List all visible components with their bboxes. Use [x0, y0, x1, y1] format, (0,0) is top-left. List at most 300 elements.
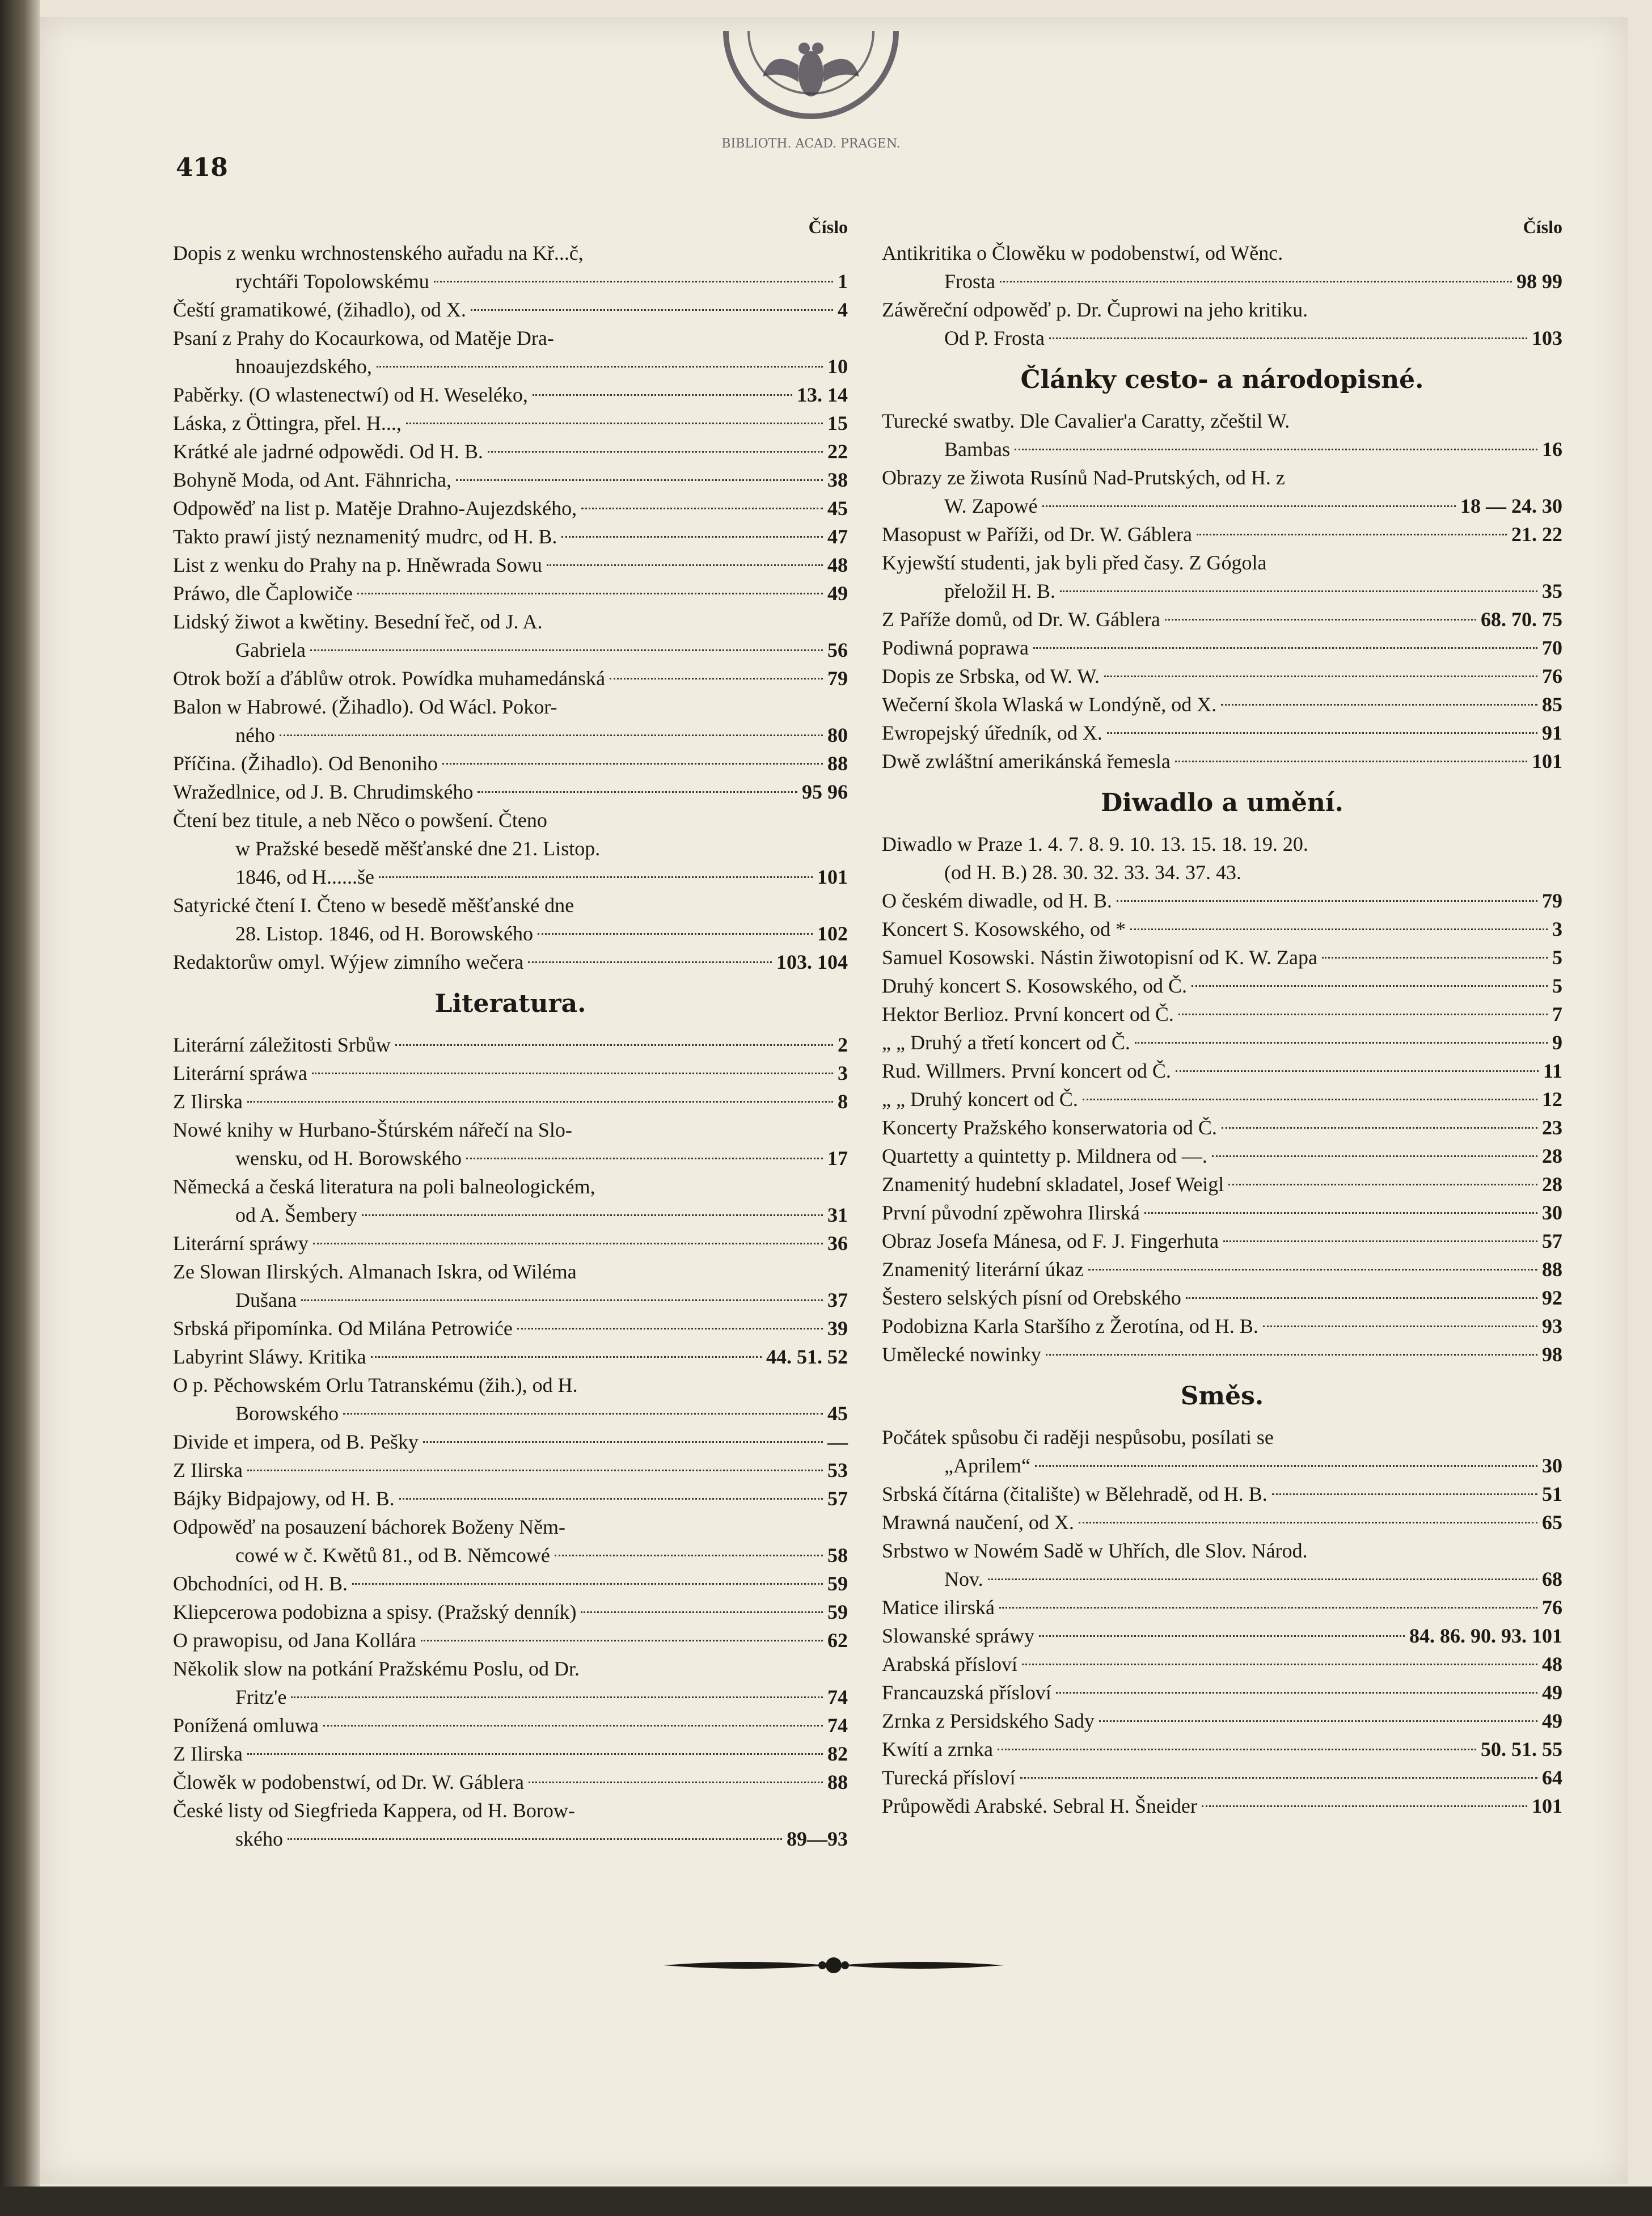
toc-entry-text: Láska, z Öttingra, přel. H...,	[173, 412, 402, 434]
issue-number: 70	[1542, 636, 1562, 659]
dot-leader	[1046, 1354, 1537, 1356]
toc-entry-text: Frosta	[944, 270, 995, 293]
dot-leader	[313, 1243, 823, 1244]
dot-leader	[1178, 1014, 1548, 1015]
dot-leader	[1223, 1240, 1537, 1242]
toc-entry-text: Kwítí a zrnka	[882, 1738, 993, 1761]
toc-entry-text: List z wenku do Prahy na p. Hněwrada Sowu	[173, 554, 542, 576]
issue-number: 88	[827, 1771, 848, 1793]
toc-entry-text: Bohyně Moda, od Ant. Fähnricha,	[173, 468, 451, 491]
toc-entry	[173, 239, 848, 296]
issue-number: 57	[1542, 1230, 1562, 1252]
toc-entry-text: Zrnka z Persidského Sady	[882, 1710, 1095, 1732]
toc-entry	[882, 1763, 1562, 1792]
toc-entry-text: Průpowědi Arabské. Sebral H. Šneider	[882, 1795, 1197, 1817]
toc-entry	[173, 1456, 848, 1484]
ornament-divider	[658, 1948, 1009, 1982]
toc-entry-text: Psaní z Prahy do Kocaurkowa, od Matěje Dra-	[173, 327, 554, 349]
issue-number: 103. 104	[776, 951, 848, 973]
toc-entry	[173, 948, 848, 976]
toc-entry-text: Bambas	[944, 438, 1010, 461]
toc-entry	[882, 972, 1562, 1000]
toc-entry	[882, 1480, 1562, 1508]
dot-leader	[371, 1356, 762, 1358]
toc-entry	[173, 891, 848, 948]
toc-entry	[173, 522, 848, 551]
toc-entry-text: od A. Šembery	[235, 1204, 357, 1226]
column-number-header: Číslo	[1523, 217, 1562, 237]
toc-entry-text: První původní zpěwohra Ilirská	[882, 1201, 1140, 1224]
toc-entry	[173, 1059, 848, 1087]
issue-number: 7	[1552, 1003, 1562, 1025]
issue-number: 17	[827, 1147, 848, 1170]
toc-entry-text: Kliepcerowa podobizna a spisy. (Pražský denník)	[173, 1601, 577, 1623]
dot-leader	[1130, 928, 1548, 930]
issue-number: 28	[1542, 1145, 1562, 1167]
issue-number: 53	[827, 1459, 848, 1481]
toc-entry-text: Člowěk w podobenstwí, od Dr. W. Gáblera	[173, 1771, 524, 1793]
dot-leader	[357, 593, 823, 594]
toc-entry	[882, 1113, 1562, 1142]
toc-entry-text: Borowského	[235, 1402, 339, 1425]
toc-entry	[882, 1792, 1562, 1820]
section-heading: Články cesto- a národopisné.	[1020, 365, 1424, 394]
dot-leader	[442, 763, 823, 765]
toc-entry-text: Podiwná poprawa	[882, 636, 1029, 659]
toc-entry-text: Ponížená omluwa	[173, 1714, 319, 1737]
dot-leader	[1228, 1184, 1537, 1185]
issue-number: 79	[827, 667, 848, 690]
issue-number: 62	[827, 1629, 848, 1652]
toc-entry-text: (od H. B.) 28. 30. 32. 33. 34. 37. 43.	[944, 861, 1241, 884]
toc-entry-text: Kyjewští studenti, jak byli před časy. Z Gógola	[882, 551, 1267, 574]
dot-leader	[1000, 281, 1512, 282]
dot-leader	[1104, 676, 1537, 677]
toc-entry	[882, 1227, 1562, 1255]
toc-entry-text: Antikritika o Člowěku w podobenstwí, od Wěnc.	[882, 242, 1283, 264]
dot-leader	[323, 1725, 823, 1727]
issue-number: 89—93	[787, 1827, 848, 1850]
issue-number: 22	[827, 440, 848, 463]
toc-entry-text: Z Ilirska	[173, 1742, 243, 1765]
toc-entry-text: Ze Slowan Ilirských. Almanach Iskra, od Wiléma	[173, 1260, 577, 1283]
issue-number: 39	[827, 1317, 848, 1340]
toc-entry-text: „ „ Druhý koncert od Č.	[882, 1088, 1078, 1111]
toc-entry	[173, 1598, 848, 1626]
toc-entry-text: Labyrint Sláwy. Kritika	[173, 1345, 366, 1368]
dot-leader	[301, 1299, 823, 1301]
issue-number: 80	[827, 724, 848, 746]
dot-leader	[988, 1578, 1537, 1580]
dot-leader	[561, 536, 823, 538]
toc-entry	[882, 1622, 1562, 1650]
toc-entry	[882, 662, 1562, 690]
issue-number: 95 96	[802, 780, 848, 803]
issue-number: 36	[827, 1232, 848, 1255]
toc-entry	[882, 1284, 1562, 1312]
toc-entry	[882, 1678, 1562, 1707]
toc-entry	[173, 1343, 848, 1371]
toc-entry-text: Dwě zwláštní amerikánská řemesla	[882, 750, 1171, 773]
issue-number: 1	[838, 270, 848, 293]
section-heading: Literatura.	[434, 989, 586, 1018]
toc-entry-text: Otrok boží a ďáblůw otrok. Powídka muhamedánská	[173, 667, 606, 690]
toc-entry	[882, 1000, 1562, 1028]
toc-entry	[882, 1593, 1562, 1622]
toc-entry-text: Znamenitý hudební skladatel, Josef Weigl	[882, 1173, 1224, 1196]
dot-leader	[377, 366, 823, 368]
toc-entry	[173, 1229, 848, 1257]
toc-entry-text: Několik slow na potkání Pražskému Poslu, od Dr.	[173, 1657, 580, 1680]
toc-entry-text: Arabská přísloví	[882, 1653, 1017, 1675]
dot-leader	[395, 1044, 833, 1046]
toc-entry	[882, 1312, 1562, 1340]
toc-entry	[882, 1340, 1562, 1369]
dot-leader	[291, 1696, 823, 1698]
toc-entry	[173, 1428, 848, 1456]
issue-number: 5	[1552, 946, 1562, 969]
toc-entry-text: wensku, od H. Borowského	[235, 1147, 462, 1170]
issue-number: 101	[1532, 1795, 1562, 1817]
column-number-header: Číslo	[808, 217, 848, 237]
dot-leader	[1015, 449, 1537, 450]
issue-number: 88	[1542, 1258, 1562, 1281]
issue-number: 35	[1542, 580, 1562, 602]
toc-entry	[882, 830, 1562, 887]
dot-leader	[1192, 985, 1548, 987]
toc-entry	[173, 1116, 848, 1172]
toc-entry	[173, 1314, 848, 1343]
toc-entry	[173, 551, 848, 579]
toc-entry-text: Lidský žiwot a kwětiny. Besední řeč, od J. A.	[173, 610, 543, 633]
book-spine	[0, 0, 40, 2216]
dot-leader	[1060, 590, 1537, 592]
dot-leader	[581, 1611, 823, 1613]
dot-leader	[1033, 647, 1537, 649]
issue-number: 37	[827, 1289, 848, 1311]
toc-entry	[173, 607, 848, 664]
dot-leader	[421, 1640, 823, 1641]
toc-entry-text: Německá a česká literatura na poli balneologickém,	[173, 1175, 595, 1198]
dot-leader	[456, 479, 823, 481]
toc-entry-text: ného	[235, 724, 275, 746]
toc-entry-text: Quartetty a quintetty p. Mildnera od —.	[882, 1145, 1207, 1167]
dot-leader	[478, 791, 797, 793]
issue-number: 82	[827, 1742, 848, 1765]
dot-leader	[547, 564, 823, 566]
toc-entry	[173, 494, 848, 522]
toc-entry-text: Šestero selských písní od Orebského	[882, 1286, 1181, 1309]
issue-number: —	[827, 1430, 848, 1453]
toc-entry-text: Nov.	[944, 1568, 983, 1590]
toc-entry-text: Koncerty Pražského konserwatoria od Č.	[882, 1116, 1217, 1139]
toc-entry-text: Práwo, dle Čaplowiče	[173, 582, 353, 605]
toc-entry	[882, 1170, 1562, 1198]
toc-entry-text: Nowé knihy w Hurbano-Štúrském nářečí na Slo-	[173, 1118, 572, 1141]
toc-entry	[882, 463, 1562, 520]
issue-number: 88	[827, 752, 848, 775]
dot-leader	[1165, 619, 1476, 621]
dot-leader	[1042, 505, 1456, 507]
dot-leader	[1222, 1127, 1537, 1129]
issue-number: 76	[1542, 665, 1562, 687]
dot-leader	[312, 1073, 833, 1074]
dot-leader	[406, 423, 823, 424]
toc-entry	[173, 1768, 848, 1796]
toc-entry-text: Paběrky. (O wlastenectwí) od H. Weseléko,	[173, 383, 528, 406]
dot-leader	[1272, 1493, 1537, 1495]
toc-entry	[882, 887, 1562, 915]
issue-number: 5	[1552, 974, 1562, 997]
dot-leader	[528, 961, 772, 963]
dot-leader	[1202, 1805, 1527, 1807]
issue-number: 44. 51. 52	[766, 1345, 848, 1368]
issue-number: 28	[1542, 1173, 1562, 1196]
issue-number: 15	[827, 412, 848, 434]
toc-entry-text: Koncert S. Kosowského, od *	[882, 918, 1126, 940]
toc-entry	[173, 1371, 848, 1428]
section-heading: Diwadlo a umění.	[1101, 788, 1343, 817]
toc-entry	[882, 915, 1562, 943]
toc-entry-text: Umělecké nowinky	[882, 1343, 1041, 1366]
issue-number: 3	[838, 1062, 848, 1084]
library-stamp	[709, 26, 913, 173]
issue-number: 30	[1542, 1201, 1562, 1224]
dot-leader	[1212, 1155, 1537, 1157]
toc-entry	[882, 719, 1562, 747]
toc-entry	[882, 1198, 1562, 1227]
issue-number: 49	[1542, 1710, 1562, 1732]
toc-entry	[882, 634, 1562, 662]
issue-number: 59	[827, 1572, 848, 1595]
toc-entry-text: Odpowěď na posauzení báchorek Boženy Něm-	[173, 1516, 566, 1538]
issue-number: 13. 14	[797, 383, 848, 406]
issue-number: 101	[817, 866, 848, 888]
dot-leader	[488, 451, 823, 453]
dot-leader	[1056, 1692, 1537, 1694]
toc-entry	[173, 579, 848, 607]
toc-entry	[173, 466, 848, 494]
issue-number: 98	[1542, 1343, 1562, 1366]
dot-leader	[1175, 761, 1527, 762]
dot-leader	[1039, 1635, 1405, 1637]
issue-number: 48	[827, 554, 848, 576]
issue-number: 51	[1542, 1483, 1562, 1505]
toc-entry-text: Fritz'e	[235, 1686, 287, 1708]
toc-entry-text: „Aprilem“	[944, 1454, 1030, 1477]
dot-leader	[1099, 1720, 1537, 1722]
toc-entry-text: Ewropejský úředník, od X.	[882, 721, 1102, 744]
toc-entry	[882, 1650, 1562, 1678]
toc-entry	[882, 1255, 1562, 1284]
toc-entry-text: Odpowěď na list p. Matěje Drahno-Aujezdského,	[173, 497, 577, 520]
toc-entry-text: ského	[235, 1827, 283, 1850]
toc-entry	[882, 1537, 1562, 1593]
toc-entry-text: Obrazy ze žiwota Rusínů Nad-Prutských, od H. z	[882, 466, 1285, 489]
issue-number: 49	[1542, 1681, 1562, 1704]
toc-entry-text: w Pražské besedě měšťanské dne 21. Listop.	[235, 837, 601, 860]
dot-leader	[310, 649, 823, 651]
toc-entry-text: Literární záležitosti Srbůw	[173, 1033, 391, 1056]
toc-entry-text: Druhý koncert S. Kosowského, od Č.	[882, 974, 1187, 997]
toc-entry-text: přeložil H. B.	[944, 580, 1055, 602]
toc-entry-text: Krátké ale jadrné odpowědi. Od H. B.	[173, 440, 483, 463]
toc-entry-text: Obchodníci, od H. B.	[173, 1572, 348, 1595]
toc-entry-text: O prawopisu, od Jana Kollára	[173, 1629, 416, 1652]
toc-entry	[173, 1569, 848, 1598]
stamp-text: BIBLIOTH. ACAD. PRAGEN.	[721, 137, 901, 151]
dot-leader	[423, 1441, 823, 1443]
issue-number: 98 99	[1516, 270, 1562, 293]
dot-leader	[399, 1498, 823, 1500]
issue-number: 49	[827, 582, 848, 605]
dot-leader	[1144, 1212, 1537, 1214]
toc-entry-text: Turecká přísloví	[882, 1766, 1016, 1789]
dot-leader	[247, 1101, 833, 1103]
issue-number: 47	[827, 525, 848, 548]
dot-leader	[1049, 337, 1527, 339]
issue-number: 18 — 24. 30	[1460, 495, 1562, 517]
issue-number: 38	[827, 468, 848, 491]
issue-number: 4	[838, 298, 848, 321]
dot-leader	[1197, 534, 1507, 535]
toc-entry-text: Gabriela	[235, 639, 306, 661]
dot-leader	[998, 1749, 1476, 1750]
section-heading: Směs.	[1180, 1382, 1264, 1411]
toc-entry	[173, 749, 848, 778]
dot-leader	[280, 735, 823, 736]
dot-leader	[247, 1753, 823, 1755]
toc-entry-text: Wečerní škola Wlaská w Londýně, od X.	[882, 693, 1217, 716]
issue-number: 91	[1542, 721, 1562, 744]
toc-entry	[882, 1508, 1562, 1537]
dot-leader	[1079, 1522, 1537, 1523]
toc-entry	[173, 806, 848, 891]
toc-entry-text: Rud. Willmers. První koncert od Č.	[882, 1060, 1171, 1082]
toc-entry-text: Slowanské spráwy	[882, 1624, 1034, 1647]
issue-number: 92	[1542, 1286, 1562, 1309]
toc-entry	[882, 690, 1562, 719]
dot-leader	[1186, 1297, 1537, 1299]
toc-entry	[882, 605, 1562, 634]
toc-entry-text: Takto prawí jistý neznamenitý mudrc, od H. B.	[173, 525, 557, 548]
toc-entry	[173, 1711, 848, 1740]
toc-entry	[882, 747, 1562, 775]
toc-entry	[173, 1654, 848, 1711]
eagle-emblem-icon	[763, 43, 859, 96]
dot-leader	[533, 394, 792, 396]
issue-number: 68	[1542, 1568, 1562, 1590]
right-column	[882, 213, 1562, 1820]
toc-entry-text: Balon w Habrowé. (Žihadlo). Od Wácl. Pokor-	[173, 695, 557, 718]
dot-leader	[1022, 1664, 1537, 1665]
issue-number: 79	[1542, 889, 1562, 912]
toc-entry-text: Samuel Kosowski. Nástin žiwotopisní od K. W. Zapa	[882, 946, 1317, 969]
dot-leader	[379, 876, 813, 878]
toc-entry	[173, 1740, 848, 1768]
dot-leader	[362, 1214, 823, 1216]
toc-entry	[882, 1028, 1562, 1057]
toc-entry-text: Čeští gramatikowé, (žihadlo), od X.	[173, 298, 466, 321]
issue-number: 58	[827, 1544, 848, 1567]
dot-leader	[555, 1555, 823, 1556]
dot-leader	[610, 678, 823, 679]
toc-entry-text: Bájky Bidpajowy, od H. B.	[173, 1487, 395, 1510]
toc-entry-text: České listy od Siegfrieda Kappera, od H. Borow-	[173, 1799, 575, 1822]
toc-entry	[882, 520, 1562, 548]
toc-entry	[173, 664, 848, 693]
issue-number: 76	[1542, 1596, 1562, 1619]
issue-number: 48	[1542, 1653, 1562, 1675]
toc-entry-text: rychtáři Topolowskému	[235, 270, 429, 293]
toc-entry-text: Počátek spůsobu či raději nespůsobu, posílati se	[882, 1426, 1274, 1449]
toc-entry-text: 28. Listop. 1846, od H. Borowského	[235, 922, 533, 945]
toc-entry	[173, 1031, 848, 1059]
dot-leader	[1135, 1042, 1548, 1044]
toc-entry-text: O českém diwadle, od H. B.	[882, 889, 1112, 912]
toc-entry	[882, 943, 1562, 972]
issue-number: 30	[1542, 1454, 1562, 1477]
toc-entry	[173, 409, 848, 437]
issue-number: 3	[1552, 918, 1562, 940]
issue-number: 2	[838, 1033, 848, 1056]
toc-entry-text: Mrawná naučení, od X.	[882, 1511, 1074, 1534]
toc-entry	[173, 296, 848, 324]
toc-entry-text: Diwadlo w Praze 1. 4. 7. 8. 9. 10. 13. 15. 18. 19. 20.	[882, 833, 1308, 855]
issue-number: 16	[1542, 438, 1562, 461]
dot-leader	[434, 281, 833, 282]
issue-number: 12	[1542, 1088, 1562, 1111]
toc-entry-text: Podobizna Karla Staršího z Žerotína, od H. B.	[882, 1315, 1258, 1337]
toc-entry	[173, 324, 848, 381]
toc-entry-text: Od P. Frosta	[944, 327, 1045, 349]
toc-entry-text: Masopust w Paříži, od Dr. W. Gáblera	[882, 523, 1192, 546]
toc-entry	[882, 407, 1562, 463]
toc-entry-text: Srbská připomínka. Od Milána Petrowiće	[173, 1317, 513, 1340]
toc-entry	[173, 1484, 848, 1513]
toc-entry	[882, 296, 1562, 352]
toc-entry-text: Příčina. (Žihadlo). Od Benoniho	[173, 752, 438, 775]
toc-entry-text: Srbská čítárna (čitalište) w Bělehradě, od H. B.	[882, 1483, 1267, 1505]
toc-entry	[882, 1707, 1562, 1735]
toc-entry-text: cowé w č. Kwětů 81., od B. Němcowé	[235, 1544, 550, 1567]
issue-number: 74	[827, 1686, 848, 1708]
issue-number: 103	[1532, 327, 1562, 349]
toc-entry-text: Z Ilirska	[173, 1090, 243, 1113]
issue-number: 59	[827, 1601, 848, 1623]
toc-entry	[882, 548, 1562, 605]
issue-number: 102	[817, 922, 848, 945]
toc-entry-text: Hektor Berlioz. První koncert od Č.	[882, 1003, 1174, 1025]
dot-leader	[288, 1838, 782, 1840]
toc-entry-text: hnoaujezdského,	[235, 355, 372, 378]
issue-number: 85	[1542, 693, 1562, 716]
toc-entry-text: Satyrické čtení I. Čteno w besedě měšťanské dne	[173, 894, 574, 917]
toc-entry	[173, 437, 848, 466]
toc-entry-text: Literární spráwy	[173, 1232, 309, 1255]
issue-number: 93	[1542, 1315, 1562, 1337]
dot-leader	[1322, 957, 1548, 959]
issue-number: 21. 22	[1511, 523, 1562, 546]
toc-entry-text: Wražedlnice, od J. B. Chrudimského	[173, 780, 474, 803]
toc-entry	[173, 1087, 848, 1116]
toc-entry	[173, 1172, 848, 1229]
toc-entry-text: Znamenitý literární úkaz	[882, 1258, 1084, 1281]
issue-number: 45	[827, 497, 848, 520]
toc-entry-text: Turecké swatby. Dle Cavalier'a Caratty, zčeštil W.	[882, 410, 1290, 432]
issue-number: 64	[1542, 1766, 1562, 1789]
issue-number: 84. 86. 90. 93. 101	[1409, 1624, 1562, 1647]
